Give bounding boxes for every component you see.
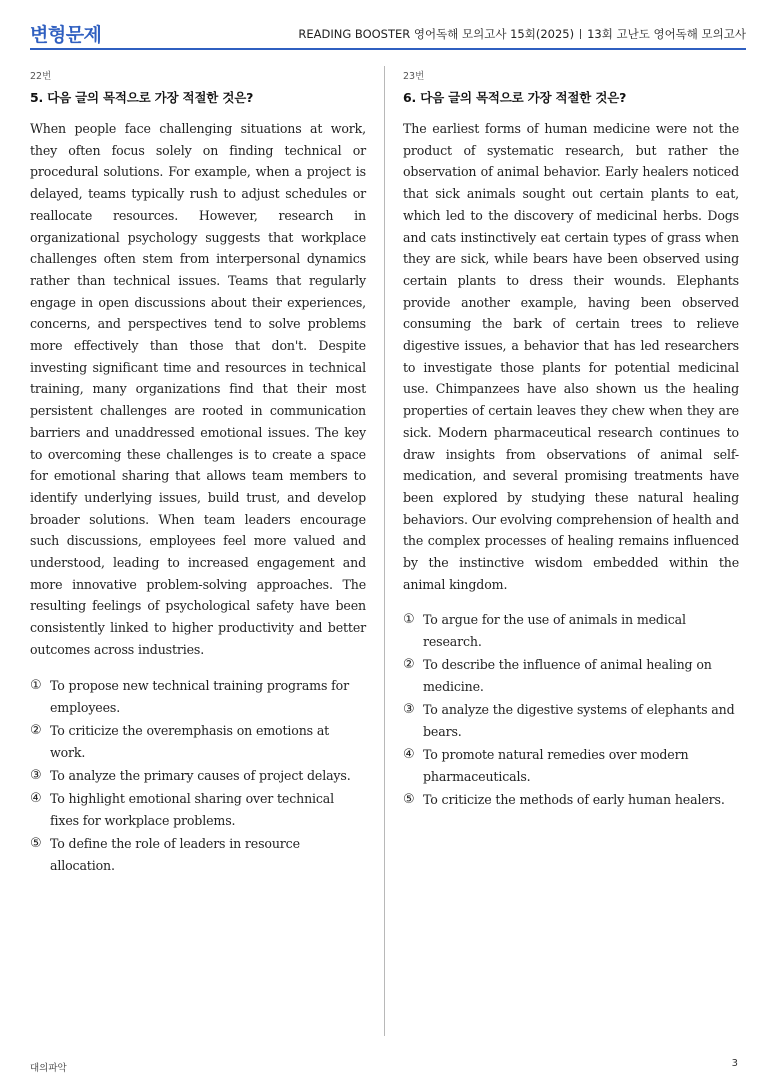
- header-subtitle-source: READING BOOSTER 영어독해 모의고사 15회(2025): [298, 27, 575, 41]
- option-text: To argue for the use of animals in medical research.: [423, 612, 686, 650]
- page-header: [30, 18, 746, 50]
- answer-options: [30, 675, 366, 877]
- header-title: 변형문제: [30, 24, 102, 46]
- option-number: ④: [403, 747, 415, 763]
- option-number: ②: [403, 657, 415, 673]
- column-divider: [384, 66, 385, 1036]
- option-text: To highlight emotional sharing over technical fixes for workplace problems.: [50, 790, 335, 828]
- header-separator: [580, 29, 581, 39]
- answer-option-1[interactable]: [403, 609, 739, 653]
- answer-option-3[interactable]: [30, 765, 366, 787]
- option-text: To promote natural remedies over modern pharmaceuticals.: [423, 747, 689, 785]
- option-number: ①: [403, 612, 415, 628]
- question-title: 5. 다음 글의 목적으로 가장 적절한 것은?: [30, 90, 254, 105]
- option-text: To propose new technical training programs for employees.: [50, 677, 349, 715]
- option-number: ⑤: [30, 835, 42, 851]
- question-source-number: 22번: [30, 71, 52, 82]
- option-number: ①: [30, 677, 42, 693]
- option-number: ③: [30, 767, 42, 783]
- answer-option-5[interactable]: [403, 789, 739, 811]
- option-number: ②: [30, 722, 42, 738]
- answer-options: [403, 609, 739, 811]
- answer-option-5[interactable]: [30, 833, 366, 877]
- answer-option-4[interactable]: [30, 788, 366, 832]
- option-number: ④: [30, 790, 42, 806]
- header-subtitle-exam: 13회 고난도 영어독해 모의고사: [587, 27, 746, 41]
- question-block-2: [403, 68, 739, 812]
- option-number: ③: [403, 702, 415, 718]
- page-number: 3: [731, 1058, 738, 1069]
- question-passage: The earliest forms of human medicine were not the product of systematic research, but rather the observation of animal behavior. Early healers noticed that sick animals sought out certain plants to eat, which led to the discovery of medicinal herbs. Dogs and cats instinctively eat certain types of grass when they are sick, while bears have been observed using certain plants to dress their wounds. Elephants provide another example, having been observed consuming the bark of certain trees to relieve digestive issues, a behavior that has led researchers to investigate those plants for potential medicinal use. Chimpanzees have also shown us the healing properties of certain leaves they chew when they are sick. Modern pharmaceutical research continues to draw insights from observations of animal self-medication, and several promising treatments have been explored by studying these natural healing behaviors. Our evolving comprehension of health and the complex processes of healing remains influenced by the instinctive wisdom embedded within the animal kingdom.: [403, 121, 739, 592]
- answer-option-3[interactable]: [403, 699, 739, 743]
- option-text: To define the role of leaders in resource allocation.: [50, 835, 300, 873]
- option-text: To criticize the overemphasis on emotions at work.: [50, 722, 330, 760]
- option-text: To analyze the digestive systems of elephants and bears.: [423, 702, 735, 740]
- option-text: To describe the influence of animal healing on medicine.: [423, 657, 712, 695]
- answer-option-2[interactable]: [30, 720, 366, 764]
- answer-option-4[interactable]: [403, 744, 739, 788]
- header-subtitle: [298, 26, 746, 42]
- option-number: ⑤: [403, 792, 415, 808]
- question-block-1: [30, 68, 366, 878]
- header-rule: [30, 48, 746, 50]
- footer-publisher: 대의파악: [30, 1063, 67, 1074]
- answer-option-1[interactable]: [30, 675, 366, 719]
- question-title: 6. 다음 글의 목적으로 가장 적절한 것은?: [403, 90, 627, 105]
- question-source-number: 23번: [403, 71, 425, 82]
- option-text: To analyze the primary causes of project delays.: [50, 767, 351, 783]
- option-text: To criticize the methods of early human healers.: [423, 792, 725, 808]
- question-passage: When people face challenging situations at work, they often focus solely on finding technical or procedural solutions. For example, when a project is delayed, teams typically rush to adjust schedules or reallocate resources. However, research in organizational psychology suggests that workplace challenges often stem from interpersonal dynamics rather than technical issues. Teams that regularly engage in open discussions about their experiences, concerns, and perspectives tend to solve problems more effectively than those that don't. Despite investing significant time and resources in technical training, many organizations find that their most persistent challenges are rooted in communication barriers and unaddressed emotional issues. The key to overcoming these challenges is to create a space for emotional sharing that allows team members to identify underlying issues, build trust, and develop broader solutions. When team leaders encourage such discussions, employees feel more valued and understood, leading to increased engagement and more innovative problem-solving approaches. The resulting feelings of psychological safety have been consistently linked to higher productivity and better outcomes across industries.: [30, 121, 366, 657]
- answer-option-2[interactable]: [403, 654, 739, 698]
